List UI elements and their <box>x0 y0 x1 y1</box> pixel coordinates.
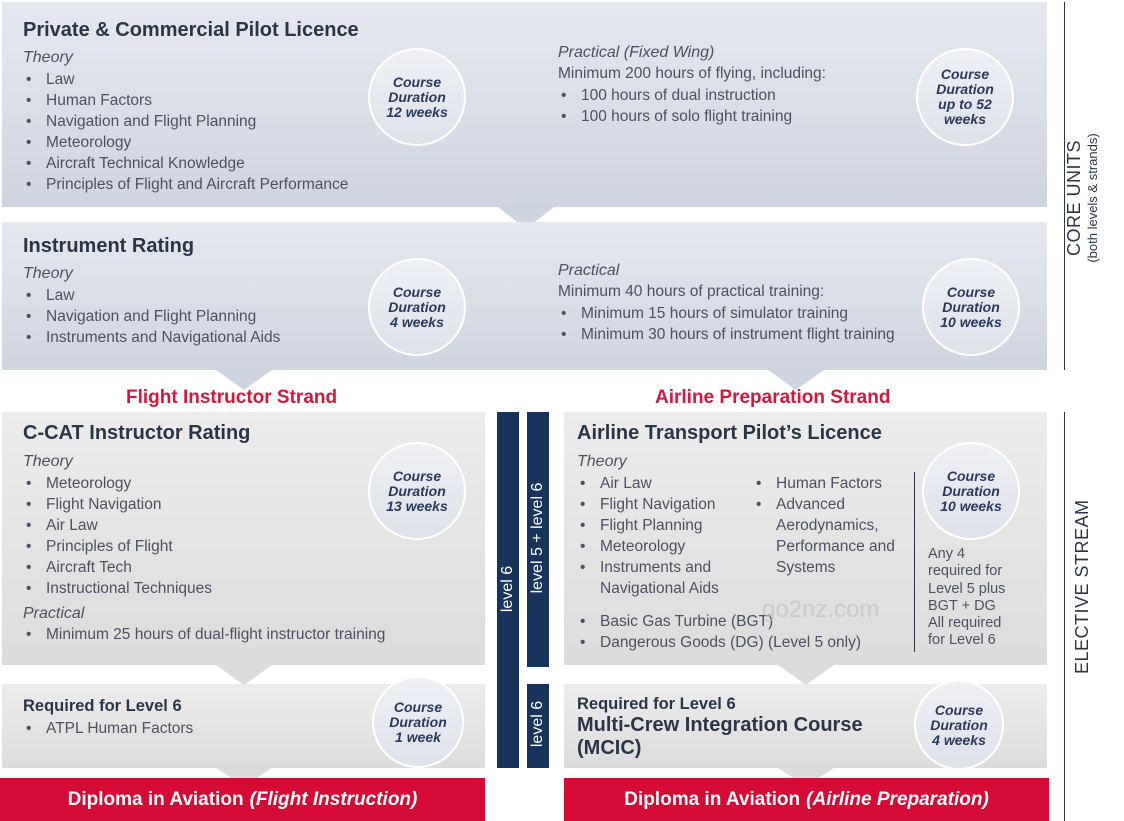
duration-line: 13 weeks <box>386 497 448 514</box>
diploma-label: Diploma in Aviation <box>67 788 244 810</box>
list-item: • Navigation and Flight Planning <box>24 111 348 132</box>
atpl-col2-list <box>754 473 909 578</box>
duration-line: Course <box>392 467 442 484</box>
list-item: • Flight Navigation <box>24 494 212 515</box>
ccat-title: C-CAT Instructor Rating <box>23 422 251 444</box>
duration-line: Course <box>392 283 442 300</box>
list-item: • Principles of Flight and Aircraft Performance <box>24 174 348 195</box>
duration-line: Duration <box>942 482 1000 499</box>
airline-prep-strand-title: Airline Preparation Strand <box>655 387 891 408</box>
ir-practical-duration-badge <box>922 258 1020 356</box>
list-item: • Dangerous Goods (DG) (Level 5 only) <box>578 632 861 653</box>
list-item: • Basic Gas Turbine (BGT) <box>578 611 861 632</box>
ir-theory-list <box>24 285 280 348</box>
fi-required-list <box>24 718 193 739</box>
duration-line: Duration <box>389 713 447 730</box>
ir-theory-duration-badge <box>368 258 466 356</box>
list-item: • Human Factors <box>754 473 909 494</box>
list-item: • Law <box>24 69 348 90</box>
ppl-practical-list <box>559 85 792 127</box>
atpl-chevron <box>778 665 834 685</box>
level-6-label-right: level 6 <box>529 700 546 748</box>
diploma-strand: (Airline Preparation) <box>806 788 989 810</box>
elective-stream-title: ELECTIVE STREAM <box>1072 499 1092 674</box>
core-units-label <box>1064 98 1114 298</box>
list-item: • Instruments and Navigational Aids <box>578 557 753 599</box>
list-item: • Air Law <box>578 473 753 494</box>
duration-line: Duration <box>942 298 1000 315</box>
diploma-strand: (Flight Instruction) <box>249 788 418 810</box>
duration-line: weeks <box>943 111 987 127</box>
list-item: • Advanced Aerodynamics, Performance and Systems <box>754 494 909 578</box>
duration-line: Course <box>393 698 443 715</box>
duration-line: 4 weeks <box>390 313 444 330</box>
duration-line: Course <box>934 701 984 718</box>
flight-instructor-strand-title: Flight Instructor Strand <box>126 387 338 408</box>
note-line: All required <box>928 615 1002 632</box>
ppl-theory-duration-badge <box>368 48 466 146</box>
duration-line: Duration <box>388 88 446 105</box>
ppl-theory-list <box>24 69 348 195</box>
note-line: required for <box>928 563 1003 580</box>
list-item: • Navigation and Flight Planning <box>24 306 280 327</box>
mcic-required-label: Required for Level 6 <box>577 695 736 713</box>
list-item: • Instructional Techniques <box>24 578 212 599</box>
ir-practical-intro: Minimum 40 hours of practical training: <box>558 283 825 300</box>
duration-line: 10 weeks <box>940 497 1002 514</box>
duration-line: up to 52 <box>938 96 992 112</box>
diploma-label: Diploma in Aviation <box>624 788 801 810</box>
duration-line: Duration <box>930 716 988 733</box>
ppl-theory-label: Theory <box>23 49 73 66</box>
ccat-duration-badge <box>368 442 466 540</box>
note-line: Level 5 plus <box>928 580 1006 597</box>
list-item: • Law <box>24 285 280 306</box>
ccat-practical-label: Practical <box>23 605 85 622</box>
list-item: • Aircraft Tech <box>24 557 212 578</box>
atpl-title: Airline Transport Pilot’s Licence <box>577 422 882 444</box>
list-item: • Minimum 15 hours of simulator training <box>559 303 899 324</box>
core-units-subtitle: (both levels & strands) <box>1085 133 1100 263</box>
level-6-label-left: level 6 <box>499 565 516 613</box>
list-item: • 100 hours of solo flight training <box>559 106 792 127</box>
list-item: • Minimum 30 hours of instrument flight training <box>559 324 899 345</box>
ppl-practical-intro: Minimum 200 hours of flying, including: <box>558 65 826 82</box>
note-line: for Level 6 <box>928 632 996 649</box>
ir-theory-label: Theory <box>23 265 73 282</box>
ccat-practical-list <box>24 624 385 645</box>
list-item: • Meteorology <box>24 473 212 494</box>
duration-line: 1 week <box>395 728 441 745</box>
diploma-flight-instruction <box>0 778 485 821</box>
list-item: • Principles of Flight <box>24 536 212 557</box>
list-item: • Air Law <box>24 515 212 536</box>
ppl-practical-label: Practical (Fixed Wing) <box>558 44 715 61</box>
list-item: • ATPL Human Factors <box>24 718 193 739</box>
ppl-title: Private & Commercial Pilot Licence <box>23 19 359 41</box>
atpl-col1-list <box>578 473 753 599</box>
list-item: • Minimum 25 hours of dual-flight instructor training <box>24 624 385 645</box>
duration-line: Duration <box>388 298 446 315</box>
fi-required-duration-badge <box>372 676 464 768</box>
elective-side-line <box>1064 412 1065 821</box>
duration-line: Course <box>392 73 442 90</box>
mcic-title-line1: Multi-Crew Integration Course <box>577 714 863 736</box>
atpl-divider <box>914 472 915 652</box>
note-line: BGT + DG <box>928 597 996 614</box>
diploma-airline-preparation <box>564 778 1049 821</box>
duration-line: 10 weeks <box>940 313 1002 330</box>
list-item: • Human Factors <box>24 90 348 111</box>
list-item: • Aircraft Technical Knowledge <box>24 153 348 174</box>
list-item: • 100 hours of dual instruction <box>559 85 792 106</box>
list-item: • Instruments and Navigational Aids <box>24 327 280 348</box>
mcic-title-line2: (MCIC) <box>577 737 642 759</box>
duration-line: Duration <box>936 81 994 97</box>
duration-line: Course <box>946 467 996 484</box>
watermark: go2nz.com <box>762 596 880 623</box>
list-item: • Flight Navigation <box>578 494 753 515</box>
atpl-theory-label: Theory <box>577 453 627 470</box>
duration-line: Duration <box>388 482 446 499</box>
ir-practical-list <box>559 303 899 345</box>
list-item: • Flight Planning <box>578 515 753 536</box>
ccat-theory-label: Theory <box>23 453 73 470</box>
ppl-practical-duration-badge <box>916 48 1014 146</box>
list-item: • Meteorology <box>24 132 348 153</box>
ccat-chevron <box>216 665 272 685</box>
ir-title: Instrument Rating <box>23 235 195 257</box>
duration-line: 12 weeks <box>386 103 448 120</box>
ccat-theory-list <box>24 473 212 599</box>
duration-line: Course <box>946 283 996 300</box>
mcic-duration-badge <box>914 680 1004 770</box>
level-5-6-label: level 5 + level 6 <box>529 482 546 594</box>
atpl-note <box>928 546 1005 650</box>
ir-practical-label: Practical <box>558 262 620 279</box>
atpl-duration-badge <box>922 442 1020 540</box>
fi-required-title: Required for Level 6 <box>23 697 182 715</box>
core-units-title: CORE UNITS <box>1064 140 1084 257</box>
duration-line: Course <box>940 66 990 82</box>
duration-line: 4 weeks <box>932 731 986 748</box>
elective-stream-label <box>1072 499 1096 674</box>
note-line: Any 4 <box>928 546 966 562</box>
list-item: • Meteorology <box>578 536 753 557</box>
